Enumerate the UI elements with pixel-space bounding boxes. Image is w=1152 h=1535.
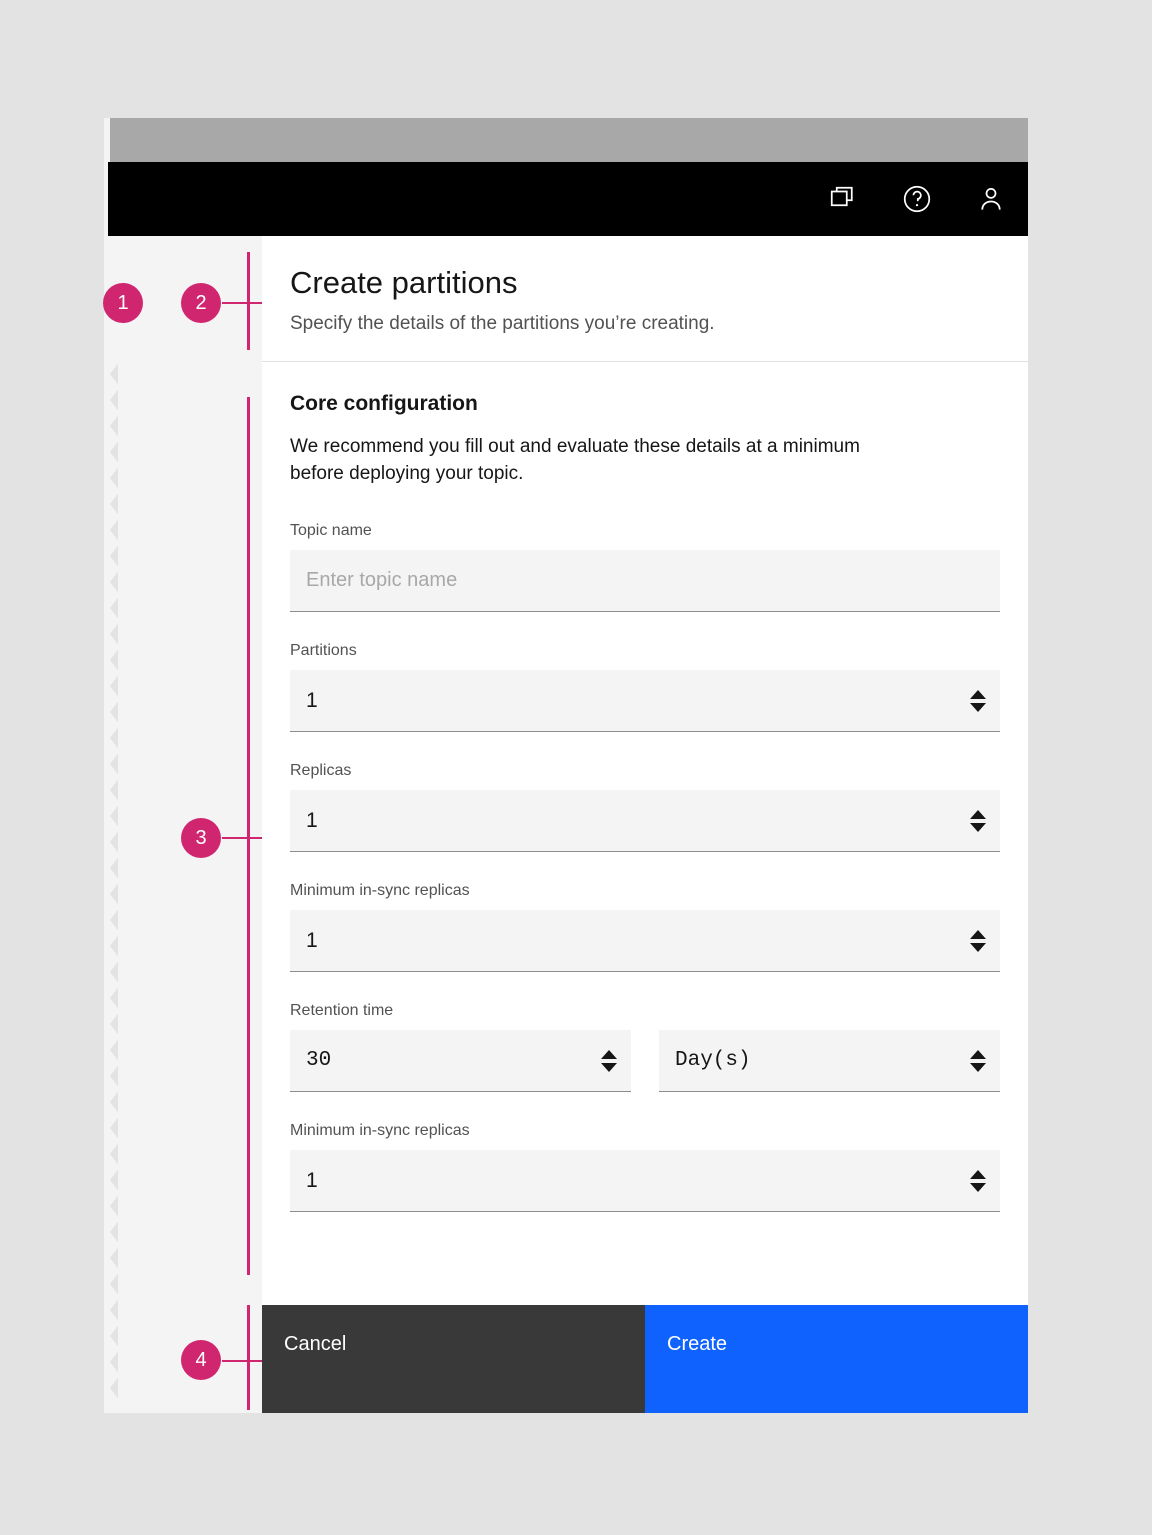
help-icon[interactable] xyxy=(880,162,954,236)
field-min-insync-replicas xyxy=(290,882,1000,972)
create-button[interactable]: Create xyxy=(645,1305,1028,1413)
retention-time-unit-value: Day(s) xyxy=(675,1049,751,1073)
replicas-value: 1 xyxy=(306,808,318,832)
chevron-up-icon[interactable] xyxy=(601,1050,617,1059)
chevron-down-icon[interactable] xyxy=(601,1063,617,1072)
user-avatar-icon[interactable] xyxy=(954,162,1028,236)
chevron-up-icon[interactable] xyxy=(970,690,986,699)
annotation-line-3 xyxy=(247,397,250,1275)
min-insync-replicas-label: Minimum in-sync replicas xyxy=(290,882,470,900)
annotation-line-4 xyxy=(247,1305,250,1410)
annotation-leader-2 xyxy=(222,302,262,304)
panel-body xyxy=(262,362,1028,1352)
min-insync-replicas-2-stepper[interactable] xyxy=(290,1150,1000,1212)
field-topic-name xyxy=(290,522,1000,612)
panel-footer xyxy=(262,1305,1028,1413)
chevron-up-icon[interactable] xyxy=(970,930,986,939)
chevron-down-icon[interactable] xyxy=(970,943,986,952)
chevron-down-icon[interactable] xyxy=(970,1063,986,1072)
partitions-value: 1 xyxy=(306,688,318,712)
window-title-bar xyxy=(118,118,1028,162)
annotation-leader-4 xyxy=(222,1360,262,1362)
chevron-down-icon[interactable] xyxy=(970,823,986,832)
retention-time-unit-select[interactable] xyxy=(659,1030,1000,1092)
min-insync-replicas-2-label: Minimum in-sync replicas xyxy=(290,1122,470,1140)
create-partitions-panel xyxy=(262,236,1028,1413)
annotation-leader-3 xyxy=(222,837,262,839)
app-header xyxy=(118,162,1028,236)
topic-name-label: Topic name xyxy=(290,522,372,540)
field-replicas xyxy=(290,762,1000,852)
page-subtitle: Specify the details of the partitions you’re creating. xyxy=(290,312,715,334)
header-icon-group xyxy=(806,162,1028,236)
chevron-down-icon[interactable] xyxy=(970,703,986,712)
topic-name-input[interactable]: Enter topic name xyxy=(290,550,1000,612)
min-insync-replicas-stepper-arrows[interactable] xyxy=(970,930,986,952)
chevron-up-icon[interactable] xyxy=(970,1050,986,1059)
annotation-marker-4: 4 xyxy=(181,1340,221,1380)
retention-time-label: Retention time xyxy=(290,1002,394,1020)
cancel-button[interactable]: Cancel xyxy=(262,1305,645,1413)
field-retention-time xyxy=(290,1002,1000,1092)
retention-time-unit-arrows[interactable] xyxy=(970,1050,986,1072)
retention-time-stepper-arrows[interactable] xyxy=(601,1050,617,1072)
field-min-insync-replicas-2 xyxy=(290,1122,1000,1212)
retention-time-row xyxy=(290,1030,1000,1092)
chevron-down-icon[interactable] xyxy=(970,1183,986,1192)
section-description: We recommend you fill out and evaluate these details at a minimum before deploying your topic. xyxy=(290,436,860,485)
partitions-stepper-arrows[interactable] xyxy=(970,690,986,712)
annotation-marker-3: 3 xyxy=(181,818,221,858)
section-title: Core configuration xyxy=(290,392,478,416)
chevron-up-icon[interactable] xyxy=(970,1170,986,1179)
annotation-marker-2: 2 xyxy=(181,283,221,323)
panel-header xyxy=(262,236,1028,362)
min-insync-replicas-stepper[interactable] xyxy=(290,910,1000,972)
field-partitions xyxy=(290,642,1000,732)
retention-time-stepper[interactable] xyxy=(290,1030,631,1092)
app-switcher-icon[interactable] xyxy=(806,162,880,236)
replicas-label: Replicas xyxy=(290,762,352,780)
annotation-marker-1: 1 xyxy=(103,283,143,323)
partitions-label: Partitions xyxy=(290,642,357,660)
page-title: Create partitions xyxy=(290,265,518,300)
partitions-stepper[interactable] xyxy=(290,670,1000,732)
annotation-line-2 xyxy=(247,252,250,350)
replicas-stepper-arrows[interactable] xyxy=(970,810,986,832)
min-insync-replicas-2-arrows[interactable] xyxy=(970,1170,986,1192)
chevron-up-icon[interactable] xyxy=(970,810,986,819)
min-insync-replicas-value: 1 xyxy=(306,928,318,952)
min-insync-replicas-2-value: 1 xyxy=(306,1168,318,1192)
retention-time-value: 30 xyxy=(306,1049,332,1073)
replicas-stepper[interactable] xyxy=(290,790,1000,852)
